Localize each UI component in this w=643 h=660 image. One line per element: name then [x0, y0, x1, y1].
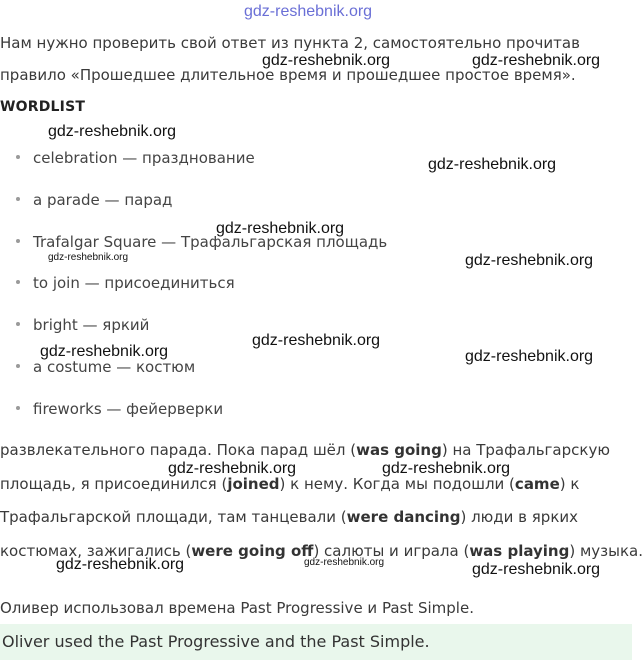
translation-line-3: Трафальгарской площади, там танцевали (were dancing) люди в ярких [0, 508, 579, 526]
bullet-icon [16, 322, 20, 326]
watermark-text: gdz-reshebnik.org [252, 332, 381, 349]
wordlist-item: a costume — костюм [16, 358, 195, 376]
bullet-icon [16, 197, 20, 201]
translation-line-1: развлекательного парада. Пока парад шёл (was going) на Трафальгарскую [0, 441, 610, 459]
wordlist-item: bright — яркий [16, 316, 149, 334]
watermark-text: gdz-reshebnik.org [48, 123, 177, 140]
bullet-icon [16, 280, 20, 284]
bullet-icon [16, 364, 20, 368]
watermark-text: gdz-reshebnik.org [216, 220, 345, 237]
watermark-text: gdz-reshebnik.org [465, 252, 594, 269]
wordlist-title: WORDLIST [0, 99, 86, 115]
watermark-text: gdz-reshebnik.org [382, 460, 511, 477]
watermark-text: gdz-reshebnik.org [472, 561, 601, 578]
wordlist-item: to join — присоединиться [16, 274, 235, 292]
bullet-icon [16, 155, 20, 159]
intro-line-2: правило «Прошедшее длительное время и прошедшее простое время». [0, 66, 576, 84]
translation-line-4: костюмах, зажигались (were going off) салюты и играла (was playing) музыка. [0, 542, 643, 560]
watermark-text: gdz-reshebnik.org [244, 3, 373, 20]
watermark-text: gdz-reshebnik.org [168, 460, 297, 477]
wordlist-item: a parade — парад [16, 191, 172, 209]
conclusion-text: Оливер использовал времена Past Progressive и Past Simple. [0, 599, 474, 617]
wordlist-item: Trafalgar Square — Трафальгарская площадь [16, 233, 387, 251]
translation-line-2: площадь, я присоединился (joined) к нему. Когда мы подошли (came) к [0, 475, 580, 493]
watermark-text: gdz-reshebnik.org [48, 252, 129, 263]
bullet-icon [16, 406, 20, 410]
answer-box [0, 624, 632, 660]
watermark-text: gdz-reshebnik.org [472, 52, 601, 69]
watermark-text: gdz-reshebnik.org [428, 156, 557, 173]
watermark-text: gdz-reshebnik.org [304, 557, 385, 568]
watermark-text: gdz-reshebnik.org [262, 52, 391, 69]
bullet-icon [16, 239, 20, 243]
image-cut-divider [0, 421, 632, 429]
watermark-text: gdz-reshebnik.org [40, 343, 169, 360]
wordlist-item: fireworks — фейерверки [16, 400, 223, 418]
watermark-text: gdz-reshebnik.org [465, 348, 594, 365]
answer-text: Oliver used the Past Progressive and the Past Simple. [2, 632, 430, 651]
watermark-text: gdz-reshebnik.org [56, 556, 185, 573]
intro-line-1: Нам нужно проверить свой ответ из пункта 2, самостоятельно прочитав [0, 34, 580, 52]
wordlist-item: celebration — празднование [16, 149, 255, 167]
